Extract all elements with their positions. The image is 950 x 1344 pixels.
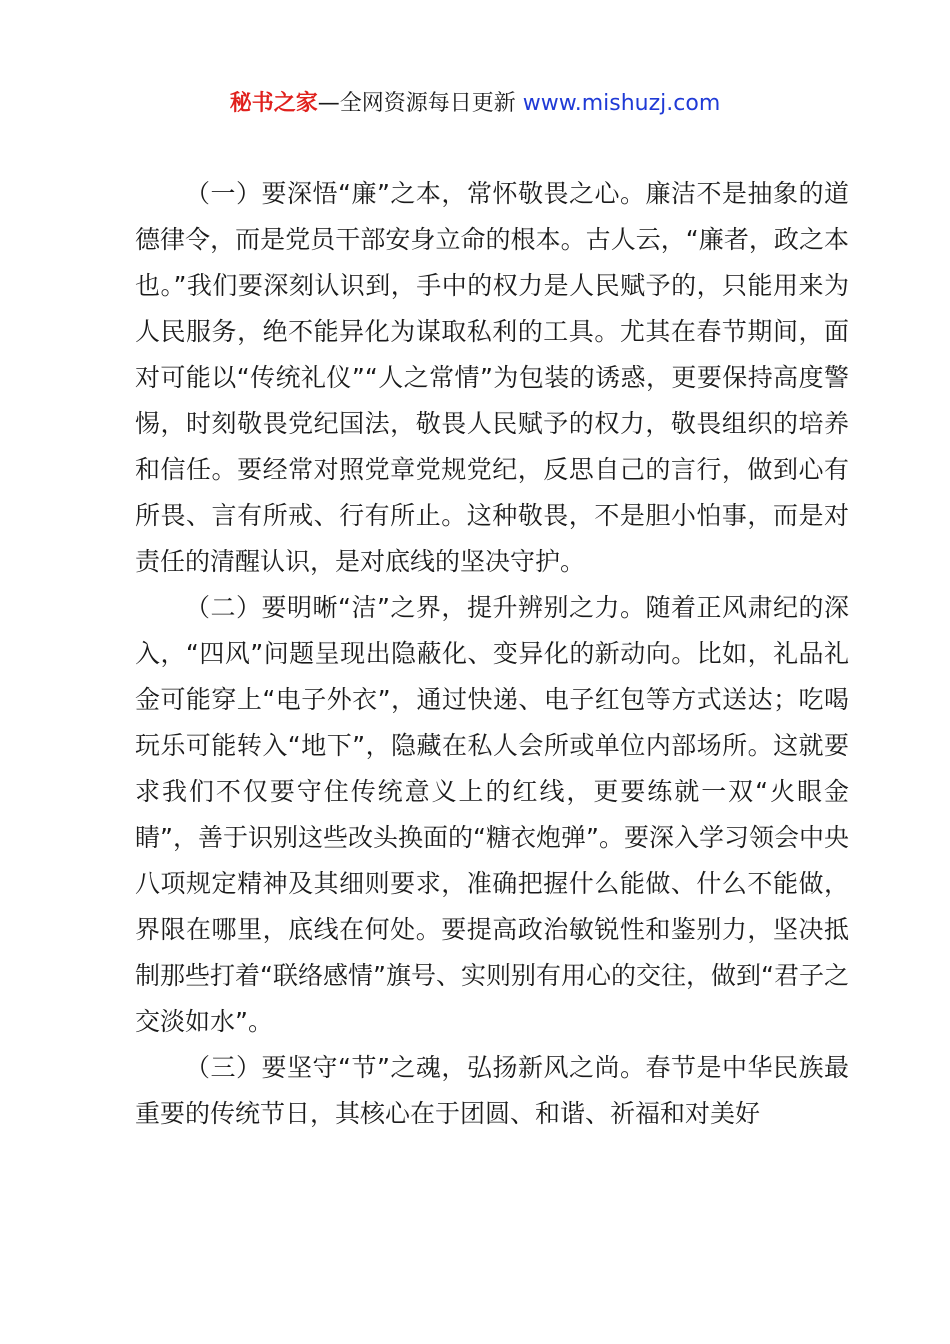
paragraph-1-heading: （一）要深悟“廉”之本，常怀敬畏之心。 xyxy=(185,179,646,208)
brand-name: 秘书之家 xyxy=(229,91,318,116)
header-tagline: 全网资源每日更新 xyxy=(339,91,516,116)
paragraph-1 xyxy=(135,171,849,585)
document-body xyxy=(135,171,849,1137)
paragraph-3-text: 春节是中华民族最重要的传统节日，其核心在于团圆、和谐、祈福和对美好 xyxy=(135,1053,849,1128)
header-url-link[interactable]: www.mishuzj.com xyxy=(522,91,721,116)
paragraph-3 xyxy=(135,1045,849,1137)
header-separator: — xyxy=(317,91,340,116)
paragraph-1-text: 廉洁不是抽象的道德律令，而是党员干部安身立命的根本。古人云，“廉者，政之本也。”我们要深刻认识到，手中的权力是人民赋予的，只能用来为人民服务，绝不能异化为谋取私利的工具。尤其在春节期间，面对可能以“传统礼仪”“人之常情”为包装的诱惑，更要保持高度警惕，时刻敬畏党纪国法，敬畏人民赋予的权力，敬畏组织的培养和信任。要经常对照党章党规党纪，反思自己的言行，做到心有所畏、言有所戒、行有所止。这种敬畏，不是胆小怕事，而是对责任的清醒认识，是对底线的坚决守护。 xyxy=(135,179,849,576)
paragraph-3-heading: （三）要坚守“节”之魂，弘扬新风之尚。 xyxy=(185,1053,646,1082)
paragraph-2-text: 随着正风肃纪的深入，“四风”问题呈现出隐蔽化、变异化的新动向。比如，礼品礼金可能穿上“电子外衣”，通过快递、电子红包等方式送达；吃喝玩乐可能转入“地下”，隐藏在私人会所或单位内部场所。这就要求我们不仅要守住传统意义上的红线，更要练就一双“火眼金睛”，善于识别这些改头换面的“糖衣炮弹”。要深入学习领会中央八项规定精神及其细则要求，准确把握什么能做、什么不能做，界限在哪里，底线在何处。要提高政治敏锐性和鉴别力，坚决抵制那些打着“联络感情”旗号、实则别有用心的交往，做到“君子之交淡如水”。 xyxy=(135,593,849,1036)
paragraph-2-heading: （二）要明晰“洁”之界，提升辨别之力。 xyxy=(185,593,646,622)
paragraph-2 xyxy=(135,585,849,1045)
page-header xyxy=(0,86,950,122)
